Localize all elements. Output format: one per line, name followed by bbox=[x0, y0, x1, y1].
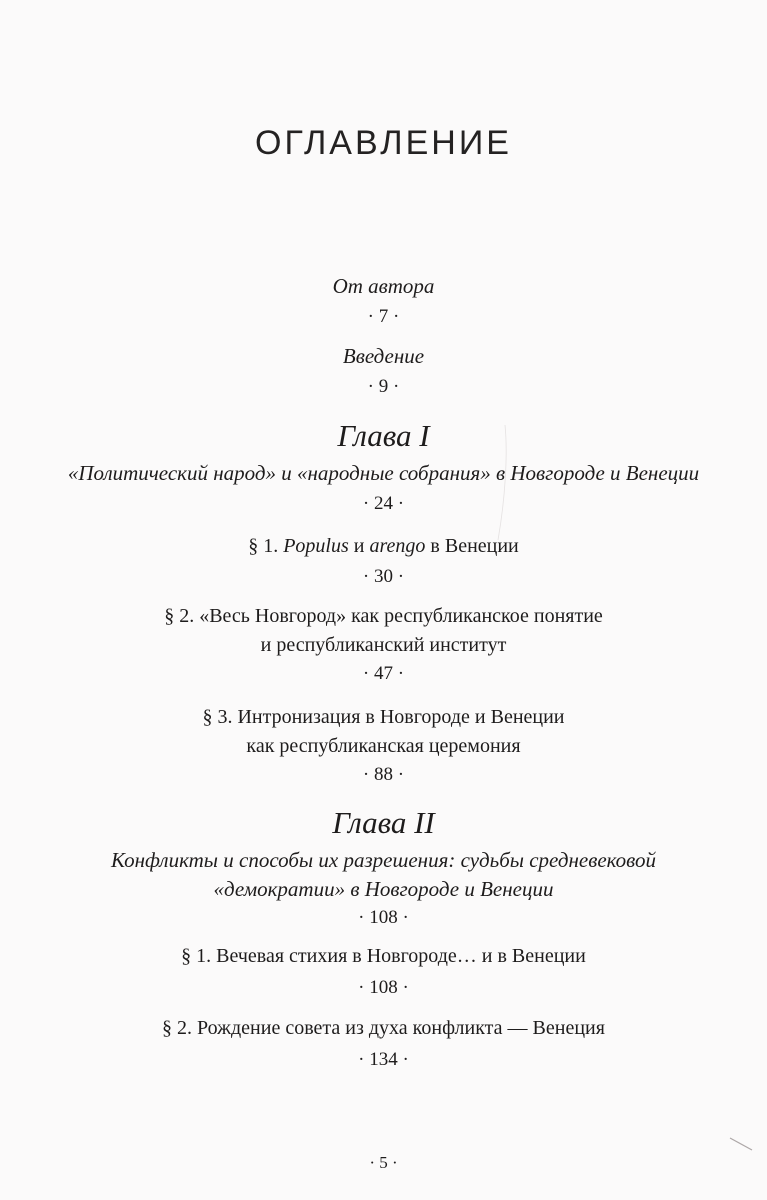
chapter-1-section-1-page: · 30 · bbox=[362, 566, 405, 587]
page-number: · 5 · bbox=[369, 1153, 398, 1172]
chapter-1-heading: Глава I bbox=[337, 418, 430, 453]
chapter-2-page: · 108 · bbox=[358, 907, 409, 928]
toc-page-intro: · 9 · bbox=[367, 376, 400, 397]
chapter-1-section-3-line-2: как республиканская церемония bbox=[246, 735, 521, 757]
chapter-1-section-3-line-1: § 3. Интронизация в Новгороде и Венеции bbox=[202, 706, 565, 728]
chapter-1-section-2-page: · 47 · bbox=[362, 663, 405, 684]
toc-entry-intro: Введение bbox=[342, 344, 425, 368]
chapter-2-section-2: § 2. Рождение совета из духа конфликта — Венеция bbox=[162, 1017, 605, 1039]
chapter-1-section-2-line-2: и республиканский институт bbox=[260, 634, 507, 656]
toc-entry-author: От автора bbox=[332, 274, 435, 298]
stray-mark bbox=[730, 1138, 752, 1150]
toc-page-author: · 7 · bbox=[367, 306, 400, 327]
chapter-2-section-1: § 1. Вечевая стихия в Новгороде… и в Венеции bbox=[181, 945, 586, 967]
conjunction: и bbox=[353, 535, 365, 557]
chapter-2-section-2-page: · 134 · bbox=[358, 1049, 409, 1070]
page-title: ОГЛАВЛЕНИЕ bbox=[255, 124, 512, 162]
chapter-2-section-1-page: · 108 · bbox=[358, 977, 409, 998]
term-arengo: arengo bbox=[369, 535, 426, 557]
chapter-1-page: · 24 · bbox=[362, 493, 405, 514]
chapter-2-subtitle-line-2: «демократии» в Новгороде и Венеции bbox=[213, 877, 554, 901]
chapter-1-section-3-page: · 88 · bbox=[362, 764, 405, 785]
section-rest: в Венеции bbox=[430, 535, 519, 557]
chapter-2-heading: Глава II bbox=[332, 805, 435, 840]
term-populus: Populus bbox=[283, 535, 349, 557]
chapter-1-subtitle: «Политический народ» и «народные собрания» в Новгороде и Венеции bbox=[67, 461, 700, 485]
section-prefix: § 1. bbox=[248, 535, 279, 557]
chapter-2-subtitle-line-1: Конфликты и способы их разрешения: судьбы средневековой bbox=[110, 848, 657, 872]
faint-scratch bbox=[498, 425, 506, 540]
chapter-1-section-2-line-1: § 2. «Весь Новгород» как республиканское понятие bbox=[164, 605, 603, 627]
